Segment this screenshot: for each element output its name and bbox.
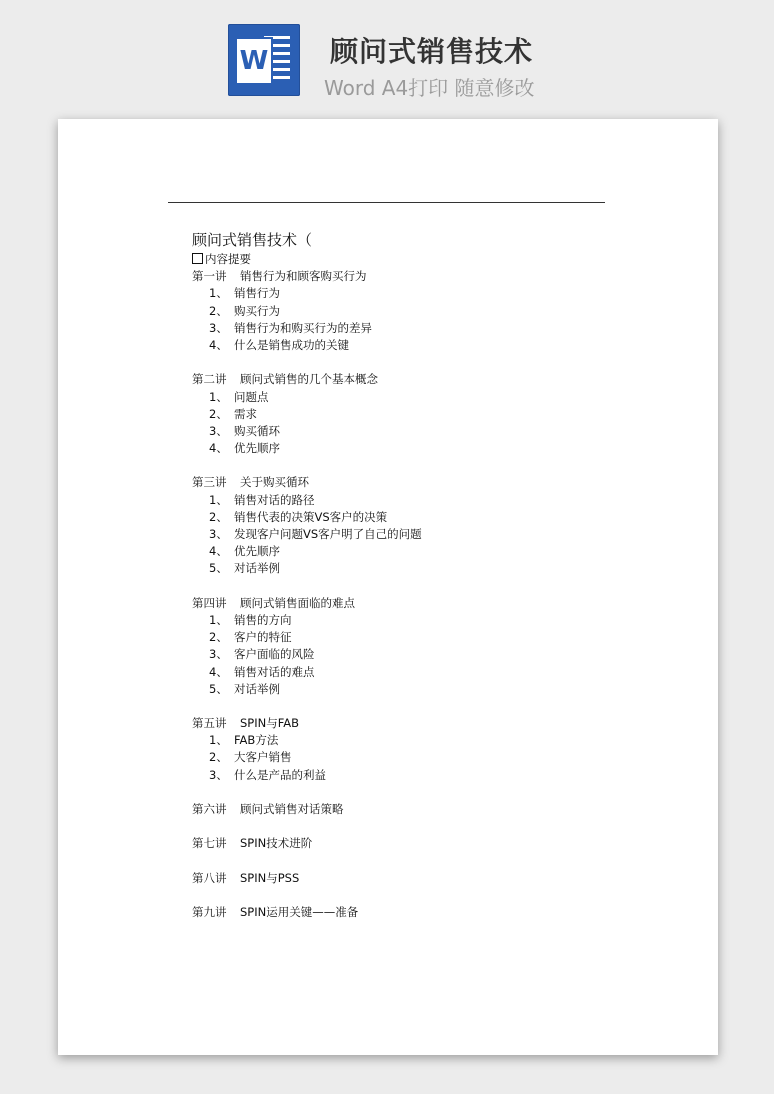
list-item-number: 2、 <box>209 303 228 318</box>
lecture-title: SPIN技术进阶 <box>240 836 313 851</box>
page-header <box>0 0 774 110</box>
list-item-text: 问题点 <box>234 389 269 404</box>
list-item-text: 购买行为 <box>234 303 280 318</box>
list-item <box>192 681 652 698</box>
lecture-heading <box>192 268 652 285</box>
list-item-number: 1、 <box>209 733 228 748</box>
lecture-label: 第三讲 <box>192 475 227 490</box>
lecture-label: 第五讲 <box>192 716 227 731</box>
lecture-heading <box>192 371 652 388</box>
list-item-number: 4、 <box>209 337 228 352</box>
section-gap <box>192 578 652 595</box>
lecture-title: 顾问式销售对话策略 <box>240 802 344 816</box>
list-item-text: 对话举例 <box>234 561 280 576</box>
list-item-number: 2、 <box>209 630 228 645</box>
list-item <box>192 492 652 509</box>
list-item-number: 3、 <box>209 767 228 782</box>
lecture-title: 销售行为和顾客购买行为 <box>240 269 367 284</box>
list-item-number: 2、 <box>209 406 228 421</box>
list-item-number: 3、 <box>209 320 228 335</box>
list-item-number: 1、 <box>209 389 228 404</box>
list-item <box>192 560 652 577</box>
section-gap <box>192 887 652 904</box>
list-item-text: FAB方法 <box>234 733 279 748</box>
lecture-heading <box>192 801 652 818</box>
list-item <box>192 285 652 302</box>
list-item-number: 5、 <box>209 681 228 696</box>
list-item-text: 销售行为 <box>234 286 280 301</box>
list-item <box>192 406 652 423</box>
list-item-text: 大客户销售 <box>234 750 292 765</box>
list-item-number: 5、 <box>209 561 228 576</box>
list-item-number: 4、 <box>209 544 228 559</box>
list-item-number: 4、 <box>209 664 228 679</box>
list-item <box>192 767 652 784</box>
lecture-label: 第九讲 <box>192 905 227 920</box>
toc-heading <box>192 251 652 268</box>
word-logo-letter: W <box>235 37 273 85</box>
section-gap <box>192 698 652 715</box>
list-item <box>192 303 652 320</box>
list-item-number: 1、 <box>209 286 228 301</box>
lecture-title: 顾问式销售面临的难点 <box>240 595 355 610</box>
lecture-title: 关于购买循环 <box>240 475 309 490</box>
lecture-heading <box>192 474 652 491</box>
list-item-text: 客户的特征 <box>234 630 292 645</box>
list-item <box>192 543 652 560</box>
section-gap <box>192 784 652 801</box>
lecture-heading <box>192 595 652 612</box>
list-item-number: 1、 <box>209 492 228 507</box>
lecture-label: 第四讲 <box>192 595 227 610</box>
lecture-label: 第六讲 <box>192 802 227 816</box>
list-item-text: 需求 <box>234 406 257 421</box>
document-page <box>58 119 718 1055</box>
lecture-title: SPIN运用关键——准备 <box>240 905 359 920</box>
page-subtitle: Word A4打印 随意修改 <box>324 76 535 100</box>
list-item-number: 3、 <box>209 647 228 662</box>
list-item-number: 2、 <box>209 509 228 524</box>
lecture-label: 第七讲 <box>192 836 227 851</box>
lecture-label: 第二讲 <box>192 372 227 387</box>
checkbox-square-icon <box>192 253 203 264</box>
list-item-text: 购买循环 <box>234 423 280 438</box>
list-item <box>192 509 652 526</box>
list-item-number: 4、 <box>209 441 228 456</box>
list-item <box>192 732 652 749</box>
section-gap <box>192 853 652 870</box>
list-item-number: 3、 <box>209 423 228 438</box>
document-title: 顾问式销售技术（ <box>192 231 313 249</box>
list-item-text: 客户面临的风险 <box>234 647 315 662</box>
lecture-label: 第一讲 <box>192 269 227 284</box>
list-item <box>192 664 652 681</box>
list-item-text: 销售的方向 <box>234 612 292 627</box>
list-item-number: 1、 <box>209 612 228 627</box>
list-item-text: 什么是销售成功的关键 <box>234 337 349 352</box>
lecture-title: SPIN与FAB <box>240 716 300 731</box>
list-item-text: 优先顺序 <box>234 544 280 559</box>
lecture-heading <box>192 904 652 921</box>
lecture-label: 第八讲 <box>192 870 227 885</box>
list-item <box>192 389 652 406</box>
list-item-text: 对话举例 <box>234 681 280 696</box>
list-item <box>192 612 652 629</box>
list-item <box>192 646 652 663</box>
section-gap <box>192 354 652 371</box>
list-item <box>192 440 652 457</box>
header-rule <box>168 202 605 203</box>
lecture-title: 顾问式销售的几个基本概念 <box>240 372 378 387</box>
toc-heading-text: 内容提要 <box>205 252 251 266</box>
list-item-number: 2、 <box>209 750 228 765</box>
list-item-text: 销售对话的路径 <box>234 492 315 507</box>
lecture-heading <box>192 870 652 887</box>
lecture-heading <box>192 715 652 732</box>
page-title: 顾问式销售技术 <box>330 35 534 68</box>
list-item-text: 销售代表的决策VS客户的决策 <box>234 509 388 524</box>
list-item <box>192 423 652 440</box>
lecture-heading <box>192 835 652 852</box>
lecture-title: SPIN与PSS <box>240 870 300 885</box>
document-body <box>192 229 652 921</box>
list-item-text: 销售行为和购买行为的差异 <box>234 320 372 335</box>
list-item <box>192 526 652 543</box>
section-gap <box>192 457 652 474</box>
list-item <box>192 320 652 337</box>
list-item-text: 优先顺序 <box>234 441 280 456</box>
word-icon <box>228 24 300 96</box>
section-gap <box>192 818 652 835</box>
list-item <box>192 337 652 354</box>
list-item-text: 发现客户问题VS客户明了自己的问题 <box>234 527 422 541</box>
list-item <box>192 749 652 766</box>
list-item <box>192 629 652 646</box>
list-item-text: 什么是产品的利益 <box>234 767 326 782</box>
list-item-text: 销售对话的难点 <box>234 664 315 679</box>
list-item-number: 3、 <box>209 527 228 541</box>
